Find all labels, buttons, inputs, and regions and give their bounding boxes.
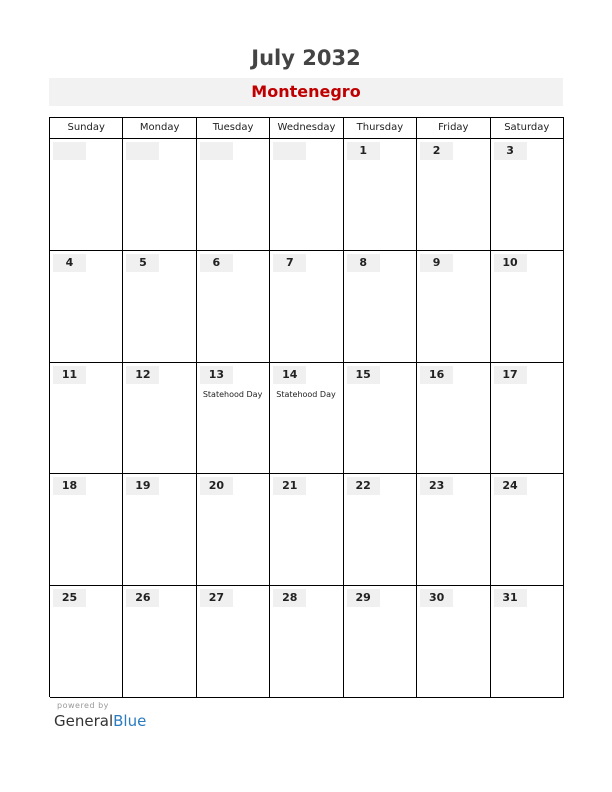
day-cell [491, 586, 564, 698]
day-number: 6 [200, 254, 233, 272]
day-cell [344, 251, 417, 363]
day-number: 18 [53, 477, 86, 495]
day-number [273, 142, 306, 160]
calendar-week-row [50, 586, 564, 698]
day-number: 9 [420, 254, 453, 272]
brand-blue: Blue [113, 712, 147, 730]
day-number: 3 [494, 142, 527, 160]
day-cell [50, 363, 123, 475]
empty-day-cell [123, 139, 196, 251]
day-number: 10 [494, 254, 527, 272]
country-name: Montenegro [49, 78, 563, 106]
weekday-saturday: Saturday [491, 118, 564, 139]
day-cell [344, 139, 417, 251]
day-number: 29 [347, 589, 380, 607]
day-number: 5 [126, 254, 159, 272]
holiday-label: Statehood Day [276, 389, 336, 399]
day-cell [197, 586, 270, 698]
empty-day-cell [270, 139, 343, 251]
day-cell [50, 586, 123, 698]
weekday-header-row [50, 118, 564, 139]
day-number: 25 [53, 589, 86, 607]
empty-day-cell [197, 139, 270, 251]
day-number: 26 [126, 589, 159, 607]
weekday-thursday: Thursday [344, 118, 417, 139]
day-number [53, 142, 86, 160]
day-cell [123, 586, 196, 698]
day-cell [123, 251, 196, 363]
day-number: 13 [200, 366, 233, 384]
calendar-week-row [50, 139, 564, 251]
empty-day-cell [50, 139, 123, 251]
day-cell [270, 251, 343, 363]
day-cell [197, 363, 270, 475]
day-number [200, 142, 233, 160]
day-number: 16 [420, 366, 453, 384]
day-cell [491, 139, 564, 251]
calendar-week-row [50, 474, 564, 586]
day-cell [417, 139, 490, 251]
weekday-friday: Friday [417, 118, 490, 139]
weekday-tuesday: Tuesday [197, 118, 270, 139]
day-cell [417, 474, 490, 586]
day-cell [344, 474, 417, 586]
day-cell [344, 586, 417, 698]
day-number: 15 [347, 366, 380, 384]
holiday-label: Statehood Day [202, 389, 263, 399]
brand-general: General [54, 712, 114, 730]
day-cell [270, 363, 343, 475]
weekday-monday: Monday [123, 118, 196, 139]
calendar-week-row [50, 363, 564, 475]
day-number: 31 [494, 589, 527, 607]
calendar-week-row [50, 251, 564, 363]
day-number: 2 [420, 142, 453, 160]
day-cell [123, 363, 196, 475]
day-number: 24 [494, 477, 527, 495]
day-cell [50, 474, 123, 586]
weekday-sunday: Sunday [50, 118, 123, 139]
day-number: 1 [347, 142, 380, 160]
day-cell [197, 251, 270, 363]
day-cell [417, 363, 490, 475]
day-number: 21 [273, 477, 306, 495]
day-number: 12 [126, 366, 159, 384]
day-cell [344, 363, 417, 475]
day-cell [50, 251, 123, 363]
day-cell [270, 586, 343, 698]
day-number: 4 [53, 254, 86, 272]
day-cell [491, 474, 564, 586]
powered-by-text: powered by [57, 701, 109, 710]
brand-logo [54, 712, 146, 730]
calendar-grid [49, 117, 564, 697]
day-cell [417, 586, 490, 698]
day-number: 14 [273, 366, 306, 384]
day-number: 22 [347, 477, 380, 495]
day-number: 11 [53, 366, 86, 384]
day-cell [270, 474, 343, 586]
day-cell [123, 474, 196, 586]
calendar-weeks [50, 139, 564, 698]
weekday-wednesday: Wednesday [270, 118, 343, 139]
day-cell [491, 251, 564, 363]
day-number: 17 [494, 366, 527, 384]
day-cell [197, 474, 270, 586]
day-number: 19 [126, 477, 159, 495]
day-number: 28 [273, 589, 306, 607]
day-number: 7 [273, 254, 306, 272]
day-number: 23 [420, 477, 453, 495]
day-number: 20 [200, 477, 233, 495]
day-number: 8 [347, 254, 380, 272]
day-cell [417, 251, 490, 363]
day-number [126, 142, 159, 160]
page-title: July 2032 [251, 46, 361, 70]
day-number: 30 [420, 589, 453, 607]
day-cell [491, 363, 564, 475]
day-number: 27 [200, 589, 233, 607]
